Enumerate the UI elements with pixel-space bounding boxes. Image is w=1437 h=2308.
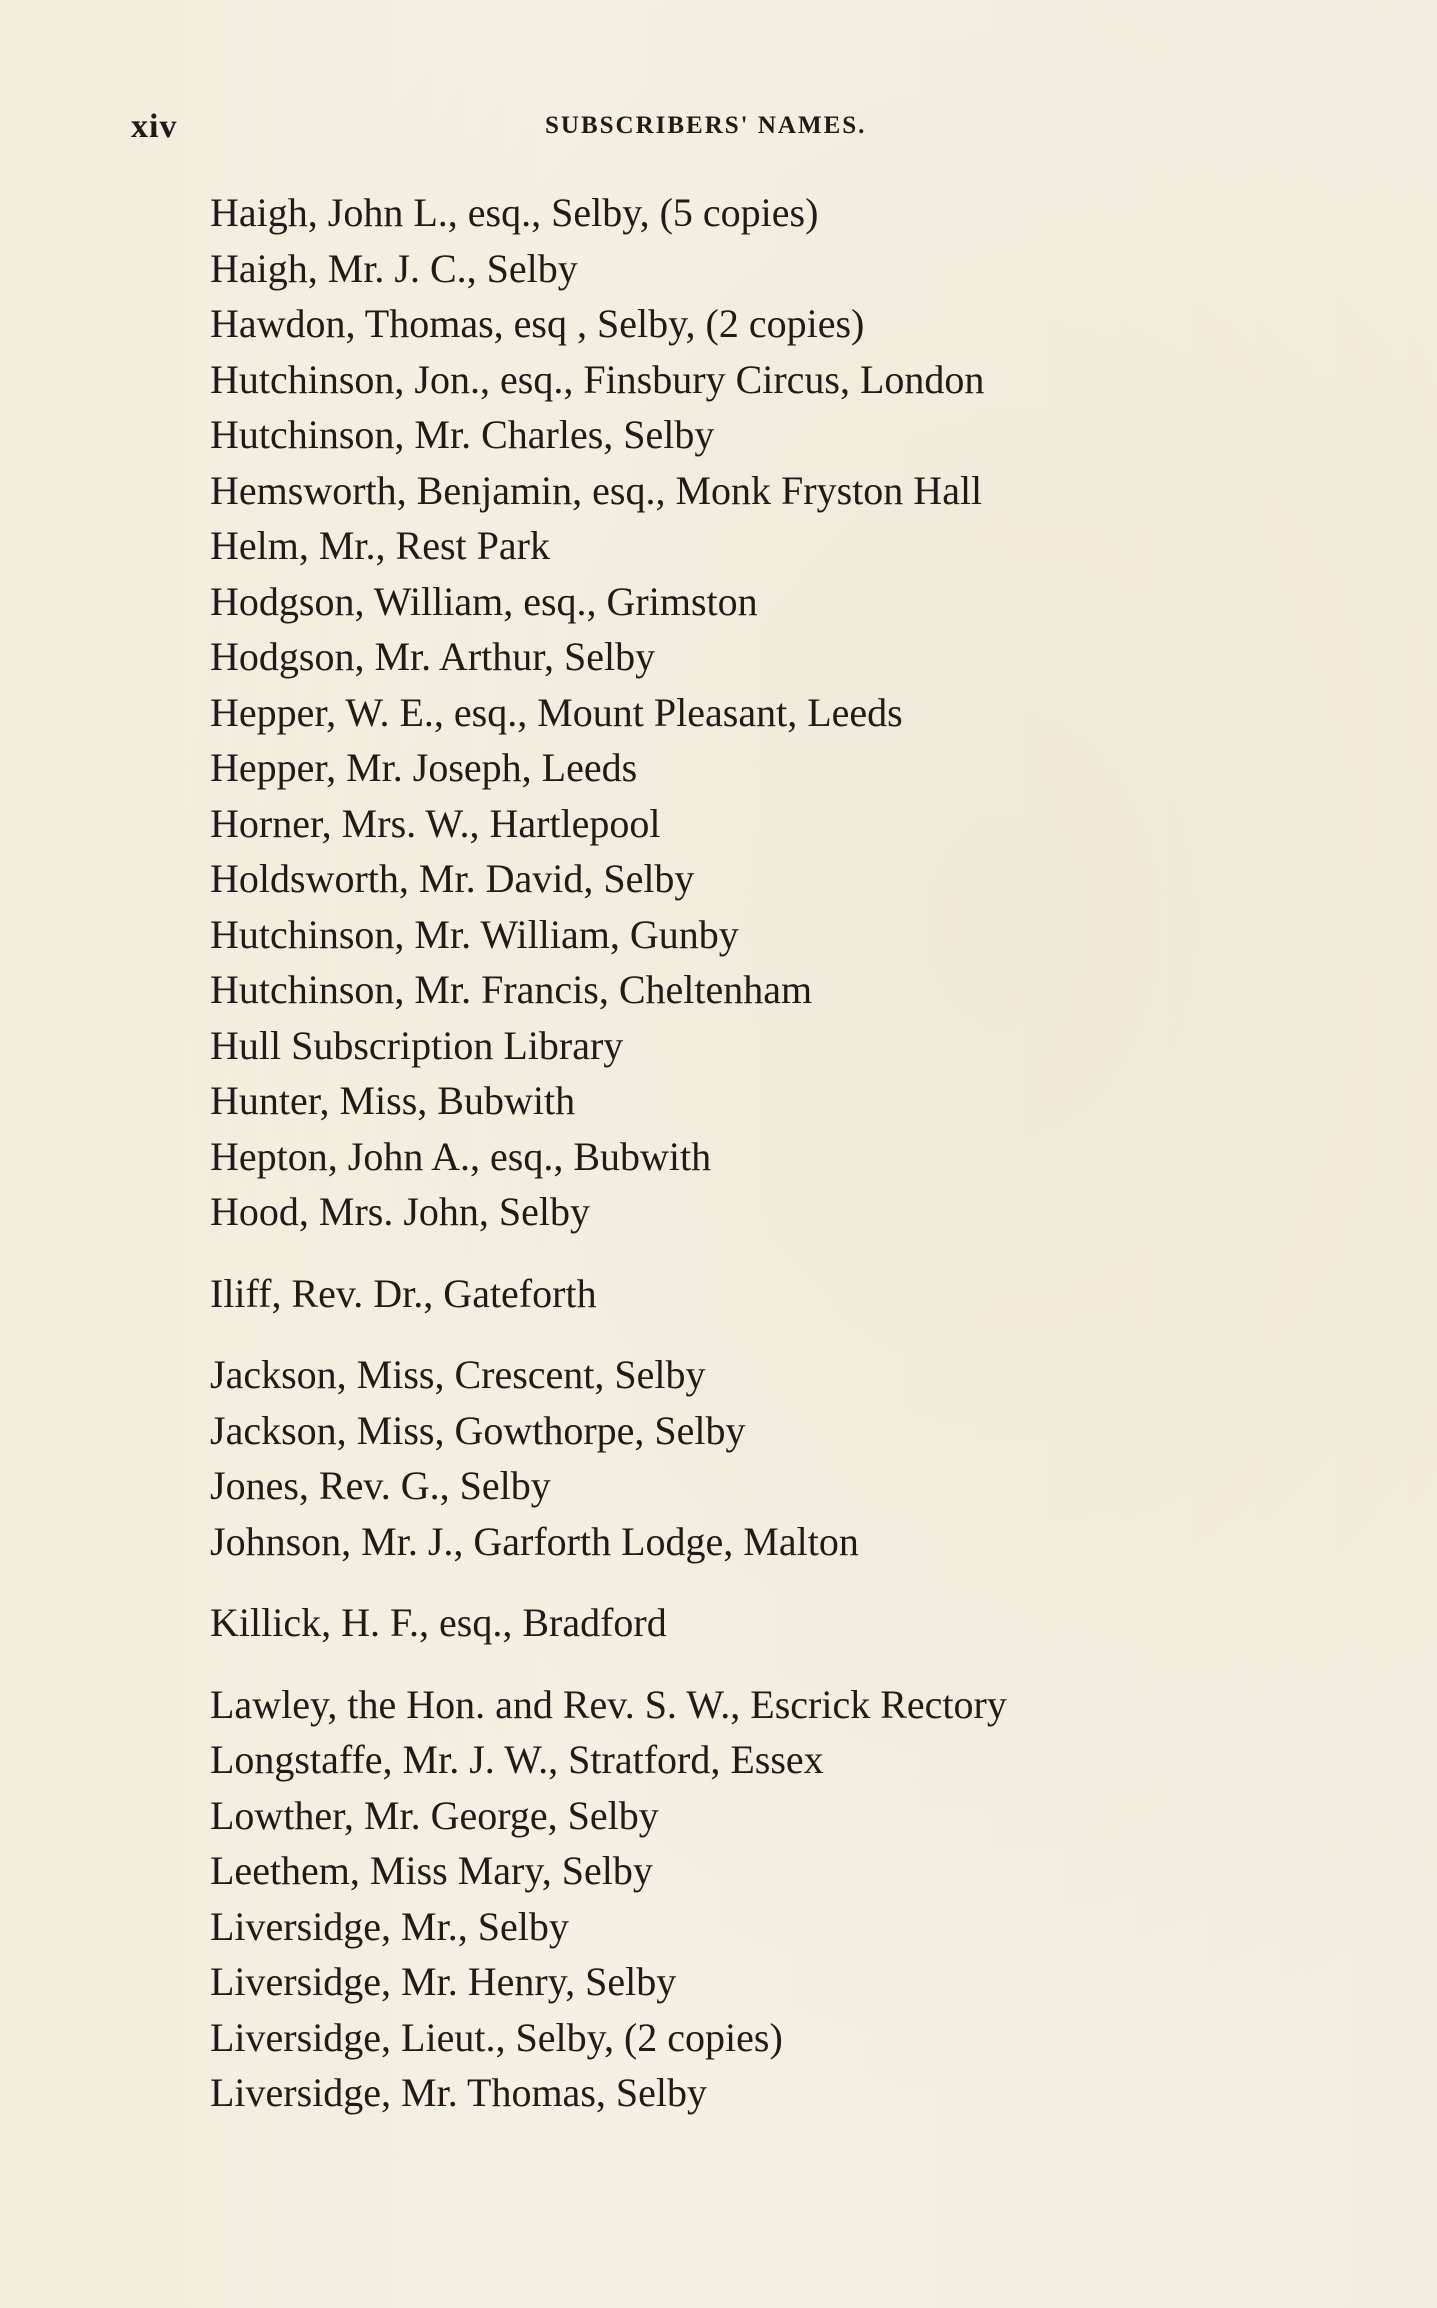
subscriber-entry: Liversidge, Mr. Thomas, Selby — [210, 2070, 707, 2115]
subscriber-entry: Johnson, Mr. J., Garforth Lodge, Malton — [210, 1518, 859, 1564]
subscriber-group — [210, 1347, 1310, 1569]
subscriber-entry: Liversidge, Lieut., Selby, (2 copies) — [210, 2014, 783, 2060]
subscriber-entry: Hutchinson, Mr. William, Gunby — [210, 911, 739, 957]
subscriber-entry: Hepton, John A., esq., Bubwith — [210, 1133, 712, 1179]
subscriber-entry: Hutchinson, Mr. Francis, Cheltenham — [210, 967, 813, 1012]
subscriber-entry: Hepper, Mr. Joseph, Leeds — [210, 745, 638, 790]
subscriber-entry: Leethem, Miss Mary, Selby — [210, 1848, 653, 1893]
subscriber-list — [210, 185, 1310, 2121]
subscriber-entry: Lawley, the Hon. and Rev. S. W., Escrick Rectory — [210, 1681, 1007, 1727]
subscriber-entry: Liversidge, Mr. Henry, Selby — [210, 1959, 677, 2004]
subscriber-group — [210, 185, 1310, 1240]
subscriber-entry: Iliff, Rev. Dr., Gateforth — [210, 1270, 597, 1316]
subscriber-entry: Horner, Mrs. W., Hartlepool — [210, 800, 661, 846]
subscriber-entry: Hawdon, Thomas, esq , Selby, (2 copies) — [210, 301, 865, 346]
subscriber-entry: Holdsworth, Mr. David, Selby — [210, 856, 695, 901]
subscriber-group — [210, 1266, 1310, 1322]
subscriber-entry: Liversidge, Mr., Selby — [210, 1903, 569, 1949]
subscriber-group — [210, 1595, 1310, 1651]
subscriber-entry: Hood, Mrs. John, Selby — [210, 1189, 591, 1234]
subscriber-entry: Haigh, John L., esq., Selby, (5 copies) — [210, 190, 819, 235]
subscriber-entry: Hodgson, Mr. Arthur, Selby — [210, 634, 656, 679]
page-header — [0, 108, 1437, 148]
subscriber-entry: Hull Subscription Library — [210, 1022, 624, 1068]
subscriber-entry: Hutchinson, Mr. Charles, Selby — [210, 412, 715, 457]
subscriber-entry: Hemsworth, Benjamin, esq., Monk Fryston Hall — [210, 467, 983, 513]
subscriber-entry: Haigh, Mr. J. C., Selby — [210, 245, 578, 291]
subscriber-entry: Jackson, Miss, Gowthorpe, Selby — [210, 1407, 746, 1453]
subscriber-entry: Killick, H. F., esq., Bradford — [210, 1600, 667, 1645]
subscriber-group — [210, 1677, 1310, 2121]
page-number: xiv — [131, 108, 178, 145]
group-spacer — [210, 1651, 1310, 1677]
group-spacer — [210, 1569, 1310, 1595]
subscriber-entry: Hodgson, William, esq., Grimston — [210, 578, 758, 624]
subscriber-entry: Jones, Rev. G., Selby — [210, 1463, 551, 1508]
group-spacer — [210, 1321, 1310, 1347]
subscriber-entry: Lowther, Mr. George, Selby — [210, 1792, 659, 1838]
subscriber-entry: Longstaffe, Mr. J. W., Stratford, Essex — [210, 1737, 824, 1782]
running-head: SUBSCRIBERS' NAMES. — [545, 112, 867, 139]
subscriber-entry: Helm, Mr., Rest Park — [210, 523, 550, 568]
subscriber-entry: Jackson, Miss, Crescent, Selby — [210, 1352, 706, 1397]
subscriber-entry: Hutchinson, Jon., esq., Finsbury Circus, London — [210, 356, 985, 402]
subscriber-entry: Hunter, Miss, Bubwith — [210, 1078, 576, 1123]
group-spacer — [210, 1240, 1310, 1266]
subscriber-entry: Hepper, W. E., esq., Mount Pleasant, Leeds — [210, 689, 903, 735]
